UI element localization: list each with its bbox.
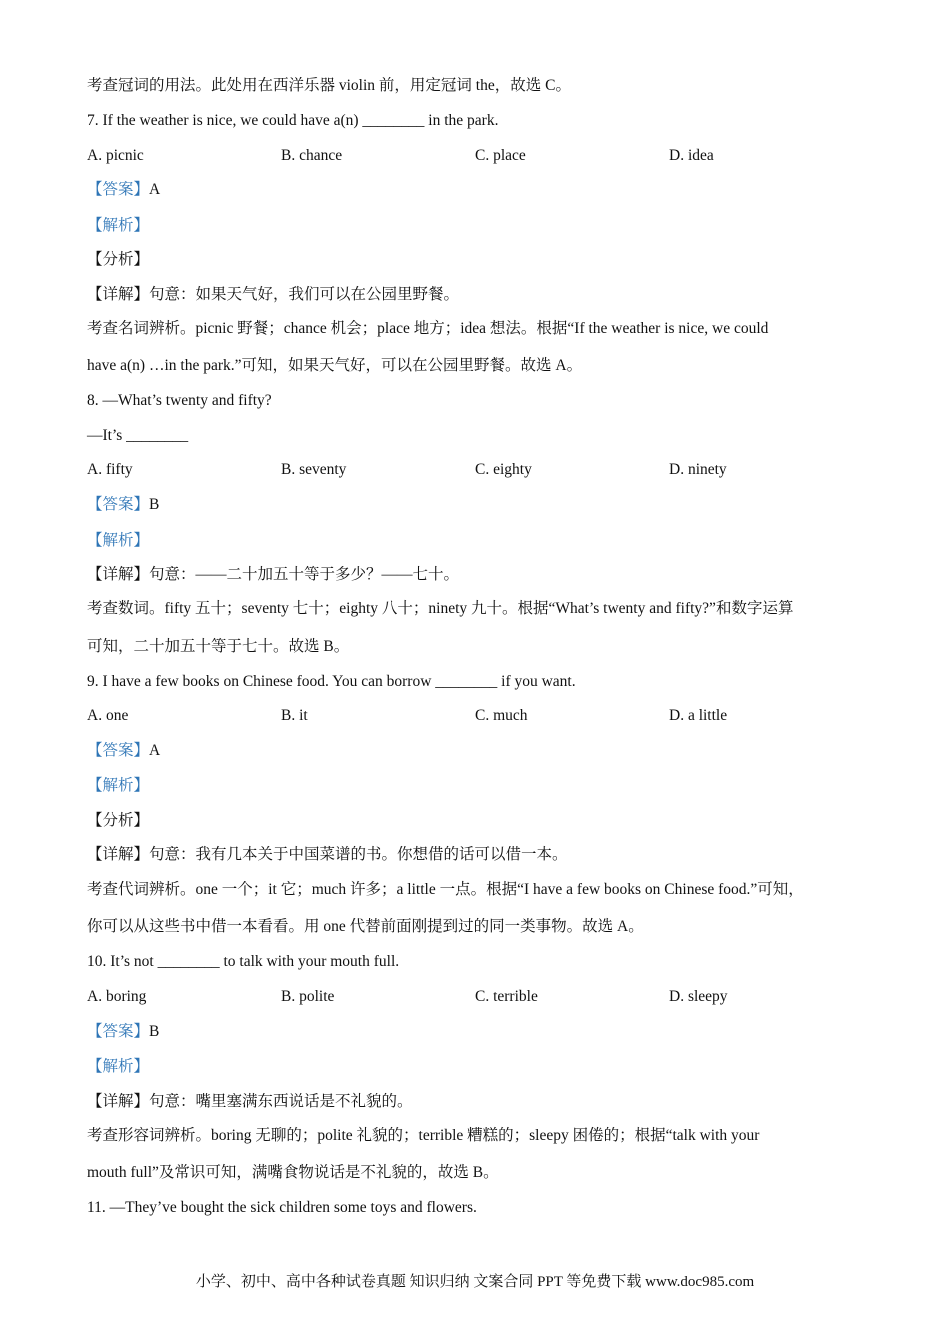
- answer-label: 【答案】: [87, 496, 150, 513]
- detail-label: 【详解】: [87, 846, 150, 863]
- answer-value: B: [149, 496, 160, 513]
- detail-text: 句意：如果天气好，我们可以在公园里野餐。: [149, 286, 460, 303]
- explanation-line: 你可以从这些书中借一本看看。用 one 代替前面刚提到过的同一类事物。故选 A。: [87, 918, 644, 935]
- answer-value: A: [149, 742, 161, 759]
- detail-line: [87, 1092, 413, 1112]
- analysis-label: 【解析】: [87, 777, 150, 794]
- question-7: 7. If the weather is nice, we could have a(n) ________ in the park.: [87, 112, 499, 129]
- explanation-line: 考查名词辨析。picnic 野餐；chance 机会；place 地方；idea 想法。根据“If the weather is nice, we could: [87, 320, 769, 337]
- option-a: A. one: [87, 707, 129, 724]
- answer-label: 【答案】: [87, 742, 150, 759]
- analysis-label: 【解析】: [87, 1058, 150, 1075]
- detail-line: [87, 565, 459, 585]
- answer-label: 【答案】: [87, 1023, 150, 1040]
- option-c: C. much: [475, 707, 528, 724]
- answer-value: B: [149, 1023, 160, 1040]
- detail-text: 句意：嘴里塞满东西说话是不礼貌的。: [149, 1093, 413, 1110]
- explanation-line: 考查数词。fifty 五十；seventy 七十；eighty 八十；ninety 九十。根据“What’s twenty and fifty?”和数字运算: [87, 600, 794, 617]
- explanation-line: 可知，二十加五十等于七十。故选 B。: [87, 638, 350, 655]
- detail-label: 【详解】: [87, 1093, 150, 1110]
- option-b: B. polite: [281, 988, 335, 1005]
- question-11: 11. —They’ve bought the sick children some toys and flowers.: [87, 1199, 477, 1216]
- detail-text: 句意：——二十加五十等于多少？——七十。: [149, 566, 460, 583]
- analysis-label: 【解析】: [87, 532, 150, 549]
- detail-text: 句意：我有几本关于中国菜谱的书。你想借的话可以借一本。: [149, 846, 568, 863]
- option-b: B. seventy: [281, 461, 347, 478]
- detail-line: [87, 845, 568, 865]
- answer-line: [87, 180, 160, 200]
- option-d: D. sleepy: [669, 988, 728, 1005]
- fenxi-label: 【分析】: [87, 251, 150, 268]
- answer-line: [87, 495, 159, 515]
- answer-line: [87, 1022, 159, 1042]
- option-a: A. boring: [87, 988, 147, 1005]
- question-10: 10. It’s not ________ to talk with your mouth full.: [87, 953, 400, 970]
- question-8: 8. —What’s twenty and fifty?: [87, 392, 272, 409]
- answer-line: [87, 741, 160, 761]
- option-d: D. ninety: [669, 461, 727, 478]
- answer-value: A: [149, 181, 161, 198]
- question-9: 9. I have a few books on Chinese food. You can borrow ________ if you want.: [87, 673, 576, 690]
- option-b: B. chance: [281, 147, 343, 164]
- answer-label: 【答案】: [87, 181, 150, 198]
- text-line: 考查冠词的用法。此处用在西洋乐器 violin 前，用定冠词 the，故选 C。: [87, 77, 571, 94]
- page-footer: 小学、初中、高中各种试卷真题 知识归纳 文案合同 PPT 等免费下载 www.doc985.com: [195, 1274, 755, 1290]
- option-c: C. eighty: [475, 461, 532, 478]
- detail-label: 【详解】: [87, 286, 150, 303]
- option-b: B. it: [281, 707, 308, 724]
- option-a: A. picnic: [87, 147, 144, 164]
- option-d: D. a little: [669, 707, 728, 724]
- explanation-line: mouth full”及常识可知，满嘴食物说话是不礼貌的，故选 B。: [87, 1164, 499, 1181]
- option-c: C. terrible: [475, 988, 538, 1005]
- option-a: A. fifty: [87, 461, 133, 478]
- question-8-reply: —It’s ________: [87, 427, 189, 444]
- explanation-line: 考查形容词辨析。boring 无聊的；polite 礼貌的；terrible 糟糕的；sleepy 困倦的；根据“talk with your: [87, 1127, 760, 1144]
- analysis-label: 【解析】: [87, 217, 150, 234]
- option-d: D. idea: [669, 147, 714, 164]
- fenxi-label: 【分析】: [87, 812, 150, 829]
- explanation-line: have a(n) …in the park.”可知，如果天气好，可以在公园里野餐。故选 A。: [87, 357, 583, 374]
- detail-line: [87, 285, 459, 305]
- explanation-line: 考查代词辨析。one 一个；it 它；much 许多；a little 一点。根据“I have a few books on Chinese food.”可知，: [87, 881, 804, 898]
- detail-label: 【详解】: [87, 566, 150, 583]
- option-c: C. place: [475, 147, 526, 164]
